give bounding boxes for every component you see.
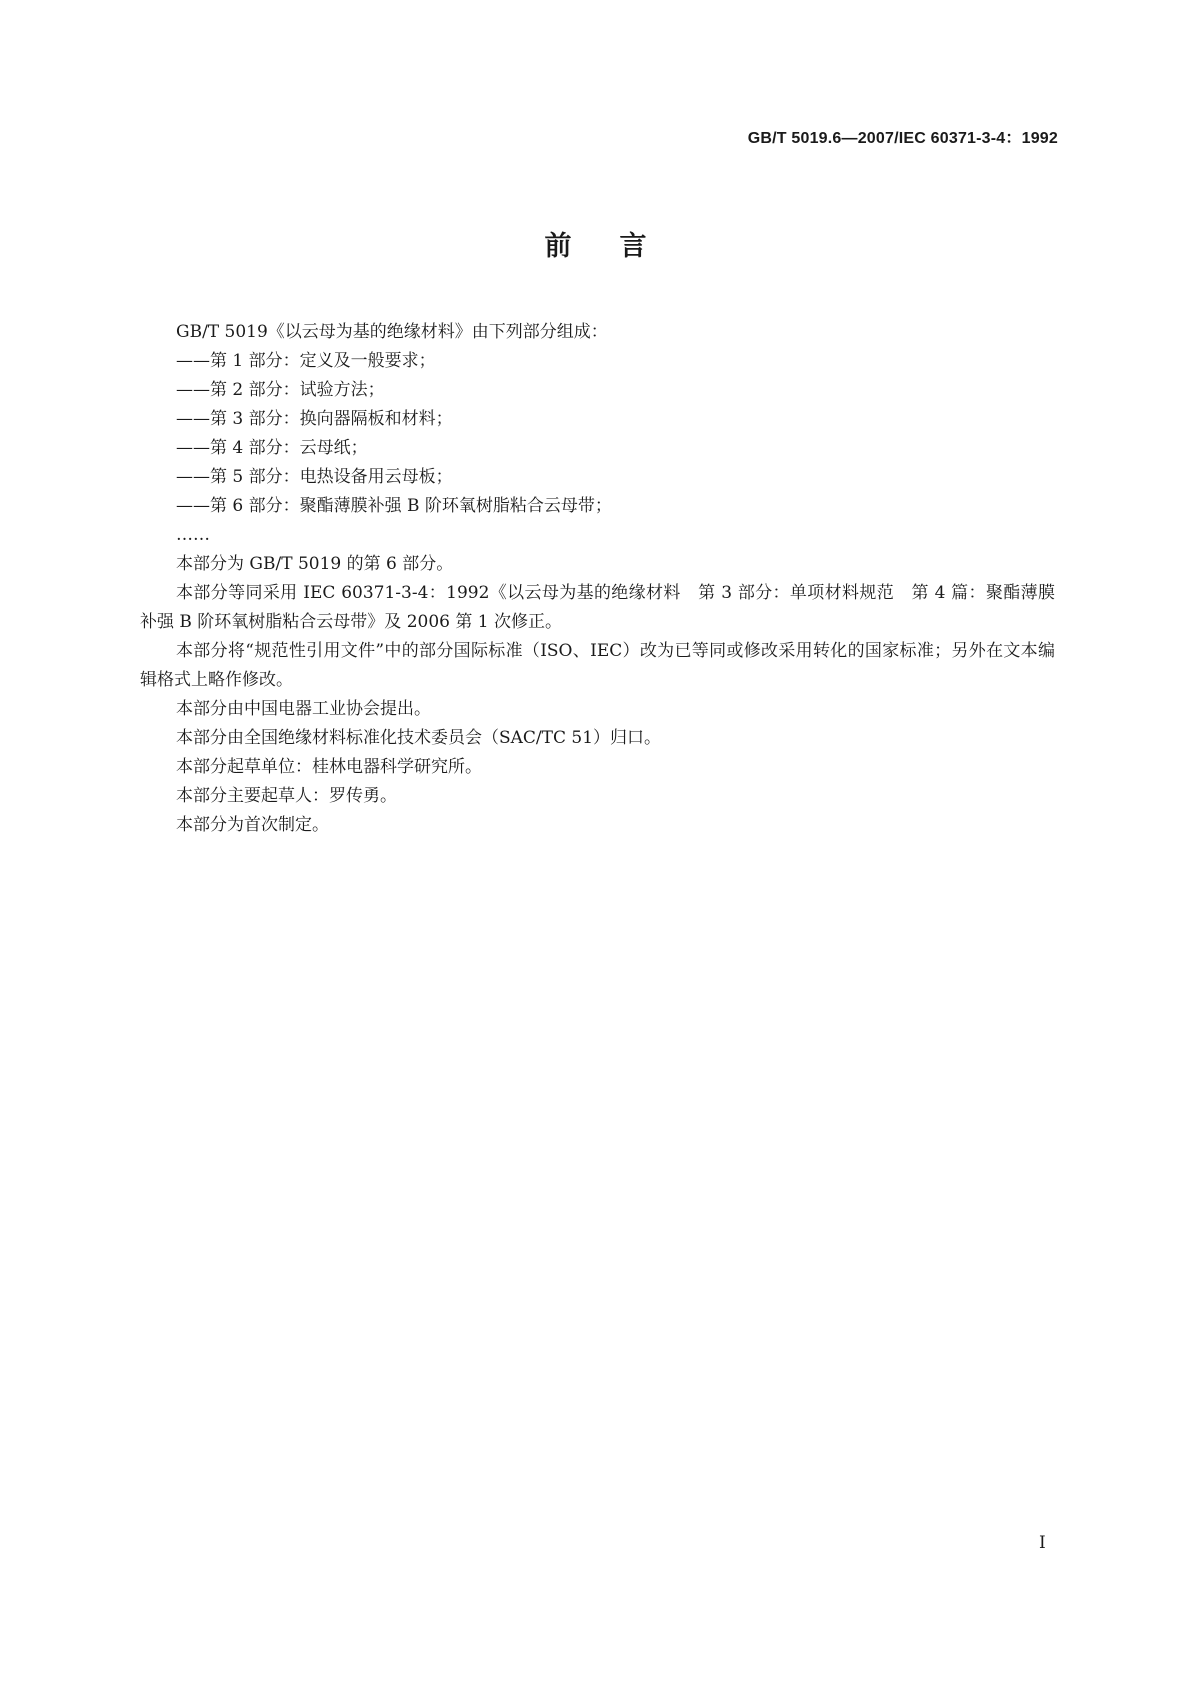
paragraph-3: 本部分将“规范性引用文件”中的部分国际标准（ISO、IEC）改为已等同或修改采用转化的国家标准；另外在文本编辑格式上略作修改。 (140, 641, 1055, 690)
standard-code: GB/T 5019.6—2007/IEC 60371-3-4：1992 (747, 130, 1058, 147)
page-number: I (1039, 1533, 1046, 1553)
paragraph-4: 本部分由中国电器工业协会提出。 (176, 699, 431, 719)
paragraph-6: 本部分起草单位：桂林电器科学研究所。 (176, 757, 482, 777)
intro-line: GB/T 5019《以云母为基的绝缘材料》由下列部分组成： (176, 322, 608, 342)
paragraph-2: 本部分等同采用 IEC 60371-3-4：1992《以云母为基的绝缘材料 第 3 部分：单项材料规范 第 4 篇：聚酯薄膜补强 B 阶环氧树脂粘合云母带》及 2006 第 1 次修正。 (140, 583, 1055, 632)
paragraph-5: 本部分由全国绝缘材料标准化技术委员会（SAC/TC 51）归口。 (176, 728, 662, 748)
part-item-5: ——第 5 部分：电热设备用云母板； (176, 467, 453, 487)
paragraph-7: 本部分主要起草人：罗传勇。 (176, 786, 397, 806)
foreword-body (140, 318, 1055, 840)
part-item-3: ——第 3 部分：换向器隔板和材料； (176, 409, 453, 429)
paragraph-8: 本部分为首次制定。 (176, 815, 329, 835)
page-title: 前言 (544, 231, 695, 262)
part-item-6: ——第 6 部分：聚酯薄膜补强 B 阶环氧树脂粘合云母带； (176, 496, 612, 516)
paragraph-1: 本部分为 GB/T 5019 的第 6 部分。 (176, 554, 454, 574)
ellipsis: …… (176, 525, 210, 545)
part-item-4: ——第 4 部分：云母纸； (176, 438, 368, 458)
part-item-2: ——第 2 部分：试验方法； (176, 380, 385, 400)
part-item-1: ——第 1 部分：定义及一般要求； (176, 351, 436, 371)
